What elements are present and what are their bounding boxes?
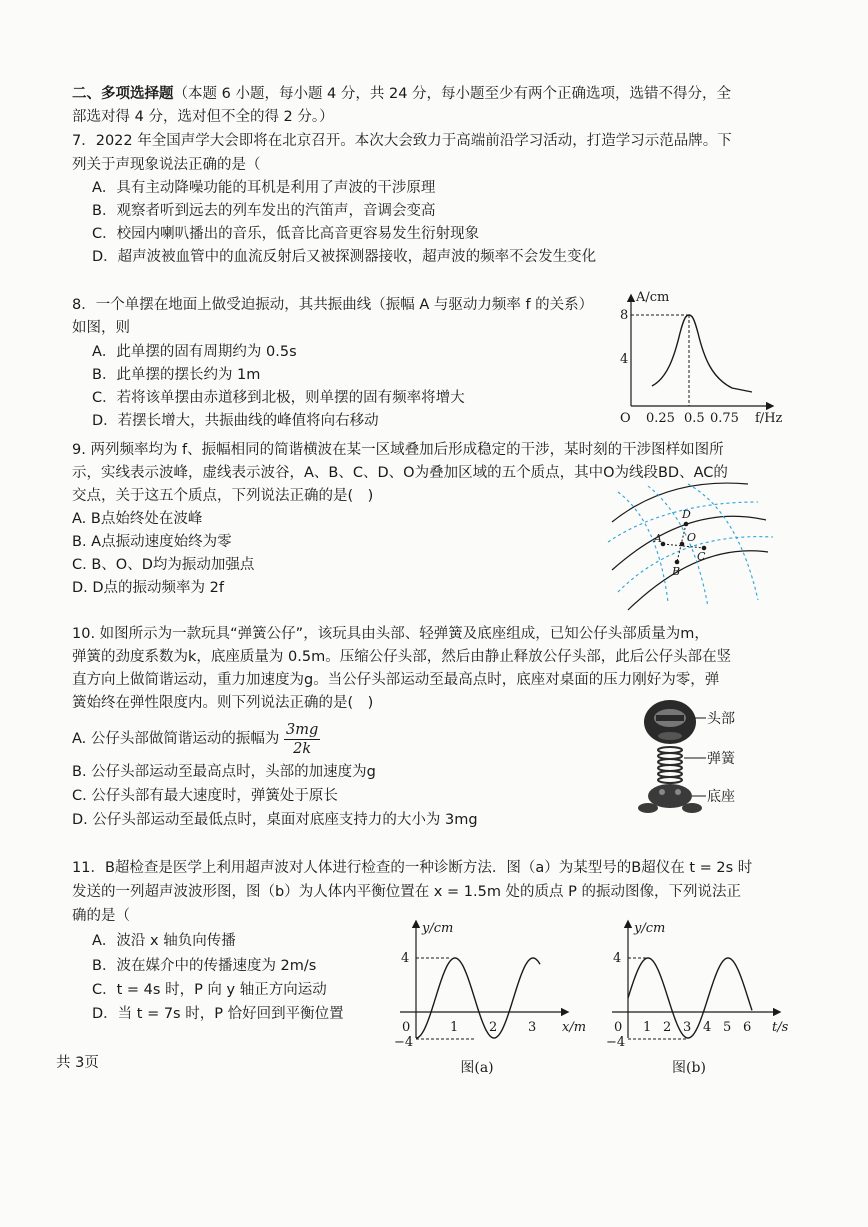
q7-option-d[interactable]: D．超声波被血管中的血流反射后又被探测器接收，超声波的频率不会发生变化	[92, 249, 597, 265]
q11b-xtick-6: 6	[743, 1020, 752, 1035]
q10-option-a-fraction	[284, 721, 320, 758]
q11a-caption: 图(a)	[460, 1060, 494, 1076]
toy-spring	[658, 747, 682, 783]
q11b-ytick-neg4: −4	[606, 1035, 626, 1050]
q9-label-c: C	[697, 550, 706, 563]
q9-option-a[interactable]: A. B点始终处在波峰	[72, 511, 203, 527]
q10-option-a-text: A. 公仔头部做简谐运动的振幅为	[72, 731, 280, 747]
q8-stem-1: 8．一个单摆在地面上做受迫振动，其共振曲线（振幅 A 与驱动力频率 f 的关系）	[72, 297, 594, 313]
q8-resonance-graph	[612, 288, 787, 430]
q11a-xlabel: x/m	[562, 1020, 587, 1035]
q9-option-d[interactable]: D. D点的振动频率为 2f	[72, 580, 224, 596]
q7-option-a[interactable]: A．具有主动降噪功能的耳机是利用了声波的干涉原理	[92, 180, 436, 196]
q11a-ytick-4: 4	[401, 951, 410, 966]
section-desc-2: 部选对得 4 分，选对但不全的得 2 分。）	[72, 109, 334, 125]
q11b-xlabel: t/s	[772, 1020, 789, 1035]
q7-option-b[interactable]: B．观察者听到远去的列车发出的汽笛声，音调会变高	[92, 203, 436, 219]
q9-stem-2: 示，实线表示波峰，虚线表示波谷，A、B、C、D、O为叠加区域的五个质点，其中O为线段BD、AC的	[72, 465, 728, 481]
toy-label-head: 头部	[707, 711, 735, 727]
q11a-xtick-0: 0	[402, 1020, 411, 1035]
page-footer: 共 3页	[56, 1055, 99, 1071]
q8-ylabel: A/cm	[636, 290, 670, 305]
q11b-ytick-4: 4	[613, 951, 622, 966]
q10-option-c[interactable]: C. 公仔头部有最大速度时，弹簧处于原长	[72, 788, 338, 804]
q7-stem-2: 列关于声现象说法正确的是（	[72, 157, 261, 173]
q10-stem-3: 直方向上做简谐运动，重力加速度为g。当公仔头部运动至最高点时，底座对桌面的压力刚好为零，弹	[72, 672, 720, 688]
q8-option-b[interactable]: B．此单摆的摆长约为 1m	[92, 367, 261, 383]
q8-stem-2: 如图，则	[72, 320, 130, 336]
q7-option-c[interactable]: C．校园内喇叭播出的音乐，低音比高音更容易发生衍射现象	[92, 226, 480, 242]
q8-option-a[interactable]: A．此单摆的固有周期约为 0.5s	[92, 344, 297, 360]
q11-stem-3: 确的是（	[72, 908, 130, 924]
q8-ytick-8: 8	[620, 308, 629, 323]
q11b-caption: 图(b)	[672, 1060, 706, 1076]
q11b-xtick-5: 5	[723, 1020, 732, 1035]
q10-option-d[interactable]: D. 公仔头部运动至最低点时，桌面对底座支持力的大小为 3mg	[72, 812, 478, 828]
q9-interference-figure	[608, 482, 776, 610]
q9-label-b: B	[672, 565, 681, 578]
q10-toy-figure	[634, 696, 784, 821]
q9-label-a: A	[654, 532, 662, 545]
q10-option-a-denominator: 2k	[293, 740, 312, 757]
q9-option-c[interactable]: C. B、O、D均为振动加强点	[72, 557, 255, 573]
q11-graph-b	[604, 916, 804, 1076]
q11b-xtick-3: 3	[683, 1020, 692, 1035]
section-header	[72, 84, 731, 104]
q11b-xtick-2: 2	[663, 1020, 672, 1035]
q8-option-d[interactable]: D．若摆长增大，共振曲线的峰值将向右移动	[92, 413, 379, 429]
q9-stem-3: 交点，关于这五个质点，下列说法正确的是( )	[72, 488, 374, 504]
q7-stem-1: 7．2022 年全国声学大会即将在北京召开。本次大会致力于高端前沿学习活动，打造学习示范品牌。下	[72, 133, 732, 149]
q9-trough-lines	[608, 484, 773, 607]
q11a-wave	[416, 958, 540, 1038]
q11-option-d[interactable]: D．当 t = 7s 时，P 恰好回到平衡位置	[92, 1006, 344, 1022]
q10-stem-2: 弹簧的劲度系数为k，底座质量为 0.5m。压缩公仔头部，然后由静止释放公仔头部，此后公仔头部在竖	[72, 649, 732, 665]
q11b-ylabel: y/cm	[634, 921, 666, 936]
q11-graph-a	[392, 916, 592, 1076]
q9-option-b[interactable]: B. A点振动速度始终为零	[72, 534, 232, 550]
q8-origin: O	[620, 411, 631, 426]
q9-point-o	[680, 542, 685, 547]
q11-stem-1: 11．B超检查是医学上利用超声波对人体进行检查的一种诊断方法．图（a）为某型号的B超仪在 t = 2s 时	[72, 860, 753, 876]
q10-option-b[interactable]: B. 公仔头部运动至最高点时，头部的加速度为g	[72, 764, 376, 780]
q11a-xtick-2: 2	[489, 1020, 498, 1035]
q8-xlabel: f/Hz	[755, 411, 783, 426]
q9-stem-1: 9. 两列频率均为 f、振幅相同的简谐横波在某一区域叠加后形成稳定的干涉，某时刻的干涉图样如图所	[72, 442, 724, 458]
q8-option-c[interactable]: C．若将该单摆由赤道移到北极，则单摆的固有频率将增大	[92, 390, 465, 406]
q11a-xtick-3: 3	[528, 1020, 537, 1035]
q8-ytick-4: 4	[620, 352, 629, 367]
q8-xtick-075: 0.75	[710, 411, 739, 426]
q11-stem-2: 发送的一列超声波波形图，图（b）为人体内平衡位置在 x = 1.5m 处的质点 P 的振动图像，下列说法正	[72, 884, 742, 900]
q9-point-b	[675, 560, 680, 565]
q10-stem-4: 簧始终在弹性限度内。则下列说法正确的是( )	[72, 695, 374, 711]
toy-base	[638, 784, 702, 813]
section-desc: （本题 6 小题，每小题 4 分，共 24 分，每小题至少有两个正确选项，选错不得分，全	[173, 86, 732, 102]
toy-head	[644, 700, 696, 744]
q9-point-d	[684, 522, 689, 527]
toy-label-base: 底座	[707, 789, 735, 805]
q11a-ytick-neg4: −4	[394, 1035, 414, 1050]
q11-option-b[interactable]: B．波在媒介中的传播速度为 2m/s	[92, 958, 317, 974]
q10-stem-1: 10. 如图所示为一款玩具“弹簧公仔”，该玩具由头部、轻弹簧及底座组成，已知公仔头部质量为m，	[72, 626, 709, 642]
q8-xtick-025: 0.25	[646, 411, 675, 426]
q11b-xtick-1: 1	[643, 1020, 652, 1035]
q11-option-c[interactable]: C．t = 4s 时，P 向 y 轴正方向运动	[92, 982, 327, 998]
q11b-xtick-0: 0	[614, 1020, 623, 1035]
q8-resonance-curve	[652, 315, 752, 392]
q11b-xtick-4: 4	[703, 1020, 712, 1035]
toy-label-spring: 弹簧	[707, 751, 735, 767]
q8-xtick-05: 0.5	[684, 411, 705, 426]
q11a-ylabel: y/cm	[422, 921, 454, 936]
q10-option-a[interactable]	[72, 720, 320, 758]
section-title: 二、多项选择题	[72, 86, 174, 102]
q11a-xtick-1: 1	[450, 1020, 459, 1035]
q11-option-a[interactable]: A．波沿 x 轴负向传播	[92, 933, 236, 949]
q9-label-o: O	[687, 531, 697, 544]
q10-option-a-numerator: 3mg	[286, 721, 319, 738]
q9-label-d: D	[682, 508, 691, 521]
